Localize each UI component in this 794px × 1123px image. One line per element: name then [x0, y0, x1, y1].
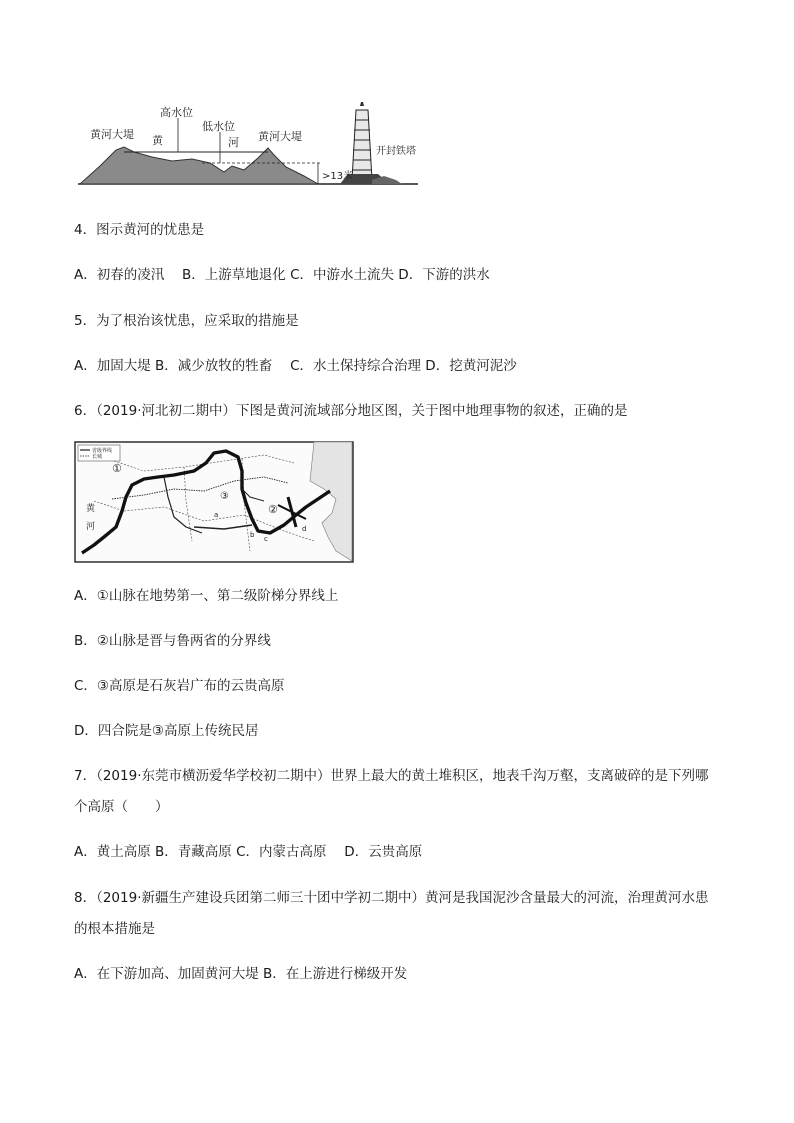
q4-stem: 4．图示黄河的忧患是: [74, 222, 205, 238]
label-height: >13米: [322, 171, 354, 182]
map-label-a: a: [214, 511, 219, 519]
yellow-river-basin-map: [74, 441, 354, 563]
map-label-huang-2: 河: [86, 522, 96, 532]
q5-stem: 5．为了根治该忧患，应采取的措施是: [74, 313, 299, 329]
q6-option-a: A．①山脉在地势第一、第二级阶梯分界线上: [74, 588, 339, 604]
q5-options: A．加固大堤 B．减少放牧的牲畜 C．水土保持综合治理 D．挖黄河泥沙: [74, 358, 517, 374]
legend-item-2: 长城: [92, 454, 103, 460]
q7-stem-line1: 7．（2019·东莞市横沥爱华学校初二期中）世界上最大的黄土堆积区，地表千沟万壑，支离破碎的是下列哪: [74, 768, 709, 784]
label-high-water: 高水位: [160, 106, 193, 119]
map-label-huang-1: 黄: [86, 504, 96, 514]
map-legend: [78, 445, 120, 461]
label-low-water: 低水位: [202, 120, 235, 133]
q8-options: A．在下游加高、加固黄河大堤 B．在上游进行梯级开发: [74, 966, 408, 982]
map-label-b: b: [250, 531, 255, 539]
legend-item-1: 省级界线: [92, 448, 113, 454]
label-river-char-1: 黄: [152, 134, 163, 147]
label-right-levee: 黄河大堤: [258, 130, 302, 143]
q8-stem-line2: 的根本措施是: [74, 921, 155, 937]
suspended-river-diagram: [72, 100, 422, 192]
label-tower: 开封铁塔: [376, 146, 416, 157]
levee-profile: [80, 147, 318, 184]
map-label-c: c: [264, 535, 268, 543]
q6-option-d: D．四合院是③高原上传统民居: [74, 723, 259, 739]
q8-stem-line1: 8．（2019·新疆生产建设兵团第二师三十团中学初二期中）黄河是我国泥沙含量最大的河流，治理黄河水患: [74, 890, 709, 906]
q6-stem: 6．（2019·河北初二期中）下图是黄河流域部分地区图，关于图中地理事物的叙述，正确的是: [74, 403, 628, 419]
map-label-d: d: [302, 525, 307, 533]
q6-option-b: B．②山脉是晋与鲁两省的分界线: [74, 633, 271, 649]
q4-options: A．初春的凌汛 B．上游草地退化 C．中游水土流失 D．下游的洪水: [74, 267, 490, 283]
q7-stem-line2: 个高原（ ）: [74, 799, 169, 815]
map-label-circle-2: ②: [268, 503, 278, 516]
map-label-circle-3: ③: [220, 491, 229, 502]
q7-options: A．黄土高原 B．青藏高原 C．内蒙古高原 D．云贵高原: [74, 844, 423, 860]
q6-option-c: C．③高原是石灰岩广布的云贵高原: [74, 678, 285, 694]
label-left-levee: 黄河大堤: [90, 128, 134, 141]
label-river-char-2: 河: [228, 136, 239, 149]
map-label-circle-1: ①: [112, 462, 122, 475]
